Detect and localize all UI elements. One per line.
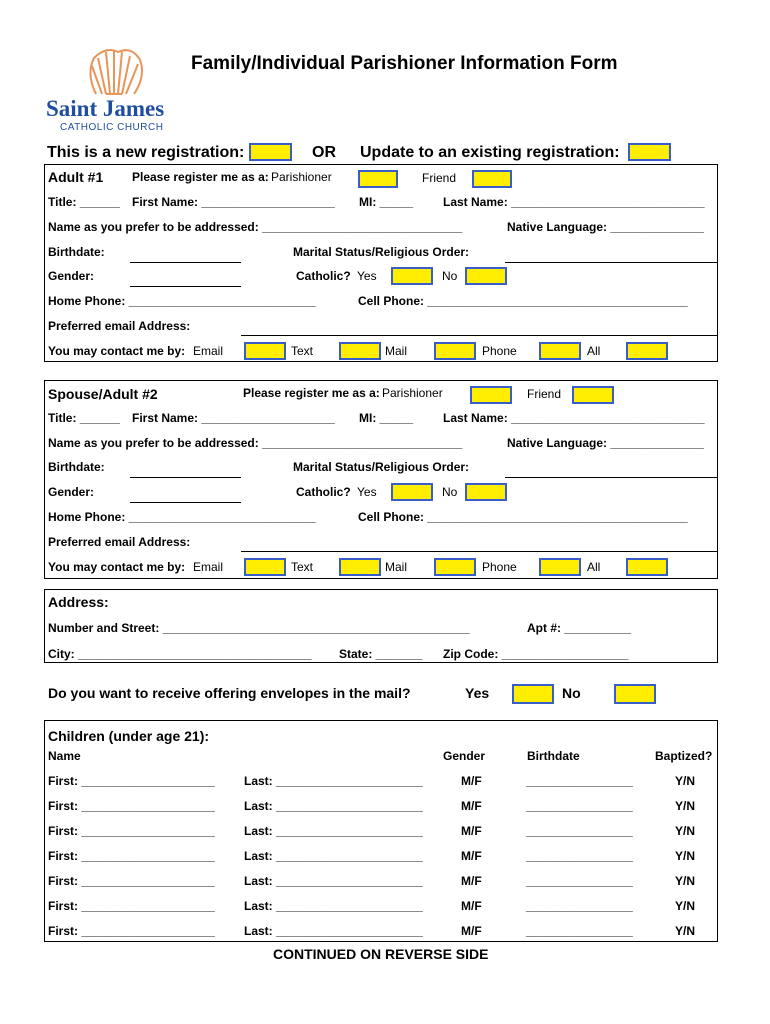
child-first-name-field[interactable]: First: ____________________ xyxy=(48,774,215,788)
child-baptized-value[interactable]: Y/N xyxy=(675,849,696,863)
adult1-parishioner-checkbox[interactable] xyxy=(358,170,398,188)
adult1-contact-email-checkbox[interactable] xyxy=(244,342,286,360)
child-gender-value[interactable]: M/F xyxy=(461,799,482,813)
child-gender-value[interactable]: M/F xyxy=(461,874,482,888)
envelopes-no-label: No xyxy=(562,685,581,701)
address-heading: Address: xyxy=(48,594,109,610)
child-first-name-field[interactable]: First: ____________________ xyxy=(48,874,215,888)
child-birthdate-field[interactable]: ________________ xyxy=(526,874,633,888)
adult2-preferred-name-field[interactable]: Name as you prefer to be addressed: ______________________________ xyxy=(48,436,463,450)
adult1-heading: Adult #1 xyxy=(48,169,104,185)
adult1-contact-text-checkbox[interactable] xyxy=(339,342,381,360)
adult1-gender-line[interactable] xyxy=(130,286,241,287)
child-gender-value[interactable]: M/F xyxy=(461,849,482,863)
children-heading: Children (under age 21): xyxy=(48,728,210,744)
scallop-shell-icon xyxy=(46,44,182,98)
children-col-birthdate: Birthdate xyxy=(527,749,580,763)
adult2-birthdate-line[interactable] xyxy=(130,477,241,478)
child-baptized-value[interactable]: Y/N xyxy=(675,774,696,788)
adult2-birthdate-label: Birthdate: xyxy=(48,460,105,474)
adult1-contact-text-label: Text xyxy=(291,344,314,358)
child-baptized-value[interactable]: Y/N xyxy=(675,924,696,938)
adult2-contact-mail-label: Mail xyxy=(385,560,408,574)
envelopes-question: Do you want to receive offering envelopes in the mail? xyxy=(48,685,411,701)
adult1-cell-phone-field[interactable]: Cell Phone: _______________________________________ xyxy=(358,294,688,308)
new-registration-label: This is a new registration: xyxy=(47,144,245,161)
child-first-name-field[interactable]: First: ____________________ xyxy=(48,824,215,838)
child-birthdate-field[interactable]: ________________ xyxy=(526,774,633,788)
adult1-friend-label: Friend xyxy=(422,171,457,185)
envelopes-yes-label: Yes xyxy=(465,685,490,701)
page-title: Family/Individual Parishioner Information Form xyxy=(191,53,618,74)
apt-field[interactable]: Apt #: __________ xyxy=(527,621,632,635)
child-first-name-field[interactable]: First: ____________________ xyxy=(48,849,215,863)
adult1-title-field[interactable]: Title: ______ xyxy=(48,195,120,209)
child-last-name-field[interactable]: Last: ______________________ xyxy=(244,899,423,913)
adult1-first-name-field[interactable]: First Name: ____________________ xyxy=(132,195,335,209)
child-last-name-field[interactable]: Last: ______________________ xyxy=(244,924,423,938)
adult1-preferred-name-field[interactable]: Name as you prefer to be addressed: ______________________________ xyxy=(48,220,463,234)
adult1-marital-label: Marital Status/Religious Order: xyxy=(293,245,470,259)
adult1-contact-mail-checkbox[interactable] xyxy=(434,342,476,360)
adult1-native-language-field[interactable]: Native Language: ______________ xyxy=(507,220,704,234)
update-registration-label: Update to an existing registration: xyxy=(360,144,620,161)
zip-field[interactable]: Zip Code: ___________________ xyxy=(443,647,629,661)
envelopes-yes-checkbox[interactable] xyxy=(512,684,554,704)
adult2-contact-mail-checkbox[interactable] xyxy=(434,558,476,576)
adult1-mi-field[interactable]: MI: _____ xyxy=(359,195,414,209)
adult1-contact-all-label: All xyxy=(587,344,601,358)
adult2-home-phone-field[interactable]: Home Phone: ____________________________ xyxy=(48,510,316,524)
child-gender-value[interactable]: M/F xyxy=(461,899,482,913)
adult1-catholic-yes-checkbox[interactable] xyxy=(391,267,433,285)
child-birthdate-field[interactable]: ________________ xyxy=(526,924,633,938)
adult1-catholic-no-checkbox[interactable] xyxy=(465,267,507,285)
adult2-contact-label: You may contact me by: xyxy=(48,560,186,574)
children-col-name: Name xyxy=(48,749,81,763)
adult1-catholic-label: Catholic? xyxy=(296,269,351,283)
adult2-contact-email-label: Email xyxy=(193,560,224,574)
child-last-name-field[interactable]: Last: ______________________ xyxy=(244,799,423,813)
child-last-name-field[interactable]: Last: ______________________ xyxy=(244,874,423,888)
adult2-parishioner-checkbox[interactable] xyxy=(470,386,512,404)
adult2-contact-email-checkbox[interactable] xyxy=(244,558,286,576)
adult2-marital-line[interactable] xyxy=(505,477,718,478)
adult2-section xyxy=(44,380,718,579)
adult2-friend-label: Friend xyxy=(527,387,562,401)
adult2-friend-checkbox[interactable] xyxy=(572,386,614,404)
adult2-yes-label: Yes xyxy=(357,485,377,499)
adult1-last-name-field[interactable]: Last Name: _____________________________ xyxy=(443,195,705,209)
adult1-contact-phone-checkbox[interactable] xyxy=(539,342,581,360)
adult1-marital-line[interactable] xyxy=(505,262,718,263)
child-gender-value[interactable]: M/F xyxy=(461,774,482,788)
adult2-parishioner-label: Parishioner xyxy=(382,386,443,400)
adult2-native-language-field[interactable]: Native Language: ______________ xyxy=(507,436,704,450)
children-col-gender: Gender xyxy=(443,749,486,763)
adult2-catholic-no-checkbox[interactable] xyxy=(465,483,507,501)
adult1-contact-mail-label: Mail xyxy=(385,344,408,358)
adult2-title-field[interactable]: Title: ______ xyxy=(48,411,120,425)
adult2-cell-phone-field[interactable]: Cell Phone: _______________________________________ xyxy=(358,510,688,524)
child-baptized-value[interactable]: Y/N xyxy=(675,874,696,888)
adult1-birthdate-line[interactable] xyxy=(130,262,241,263)
adult1-no-label: No xyxy=(442,269,458,283)
adult2-contact-phone-label: Phone xyxy=(482,560,517,574)
adult2-last-name-field[interactable]: Last Name: _____________________________ xyxy=(443,411,705,425)
adult2-heading: Spouse/Adult #2 xyxy=(48,386,158,402)
adult2-mi-field[interactable]: MI: _____ xyxy=(359,411,414,425)
adult1-email-label: Preferred email Address: xyxy=(48,319,191,333)
logo xyxy=(46,44,182,134)
child-first-name-field[interactable]: First: ____________________ xyxy=(48,899,215,913)
adult2-gender-line[interactable] xyxy=(130,502,241,503)
adult1-contact-email-label: Email xyxy=(193,344,224,358)
child-baptized-value[interactable]: Y/N xyxy=(675,799,696,813)
adult1-contact-all-checkbox[interactable] xyxy=(626,342,668,360)
adult1-contact-label: You may contact me by: xyxy=(48,344,186,358)
continued-note: CONTINUED ON REVERSE SIDE xyxy=(273,946,489,962)
logo-subtitle: CATHOLIC CHURCH xyxy=(60,122,164,133)
child-first-name-field[interactable]: First: ____________________ xyxy=(48,924,215,938)
adult1-home-phone-field[interactable]: Home Phone: ____________________________ xyxy=(48,294,316,308)
adult2-email-line[interactable] xyxy=(241,551,718,552)
adult2-marital-label: Marital Status/Religious Order: xyxy=(293,460,470,474)
child-gender-value[interactable]: M/F xyxy=(461,824,482,838)
children-col-baptized: Baptized? xyxy=(655,749,713,763)
logo-name: Saint James xyxy=(46,96,165,121)
adult2-first-name-field[interactable]: First Name: ____________________ xyxy=(132,411,335,425)
street-field[interactable]: Number and Street: ______________________________________________ xyxy=(48,621,470,635)
adult1-contact-phone-label: Phone xyxy=(482,344,517,358)
update-registration-checkbox[interactable] xyxy=(628,143,671,161)
child-last-name-field[interactable]: Last: ______________________ xyxy=(244,824,423,838)
adult1-yes-label: Yes xyxy=(357,269,377,283)
adult2-email-label: Preferred email Address: xyxy=(48,535,191,549)
child-gender-value[interactable]: M/F xyxy=(461,924,482,938)
adult2-gender-label: Gender: xyxy=(48,485,95,499)
adult2-contact-all-checkbox[interactable] xyxy=(626,558,668,576)
state-field[interactable]: State: _______ xyxy=(339,647,423,661)
or-label: OR xyxy=(312,144,336,161)
child-birthdate-field[interactable]: ________________ xyxy=(526,799,633,813)
child-last-name-field[interactable]: Last: ______________________ xyxy=(244,774,423,788)
adult2-catholic-label: Catholic? xyxy=(296,485,351,499)
envelopes-no-checkbox[interactable] xyxy=(614,684,656,704)
child-last-name-field[interactable]: Last: ______________________ xyxy=(244,849,423,863)
adult1-email-line[interactable] xyxy=(241,335,718,336)
adult1-parishioner-label: Parishioner xyxy=(271,170,332,184)
child-birthdate-field[interactable]: ________________ xyxy=(526,899,633,913)
city-field[interactable]: City: ___________________________________ xyxy=(48,647,312,661)
adult2-contact-phone-checkbox[interactable] xyxy=(539,558,581,576)
new-registration-checkbox[interactable] xyxy=(249,143,292,161)
child-birthdate-field[interactable]: ________________ xyxy=(526,824,633,838)
child-baptized-value[interactable]: Y/N xyxy=(675,824,696,838)
adult2-no-label: No xyxy=(442,485,458,499)
adult1-friend-checkbox[interactable] xyxy=(472,170,512,188)
adult1-birthdate-label: Birthdate: xyxy=(48,245,105,259)
adult1-register-as: Please register me as a: xyxy=(132,170,269,184)
adult2-contact-text-checkbox[interactable] xyxy=(339,558,381,576)
child-baptized-value[interactable]: Y/N xyxy=(675,899,696,913)
adult2-register-as: Please register me as a: xyxy=(243,386,380,400)
adult2-catholic-yes-checkbox[interactable] xyxy=(391,483,433,501)
adult2-contact-text-label: Text xyxy=(291,560,314,574)
adult2-contact-all-label: All xyxy=(587,560,601,574)
child-birthdate-field[interactable]: ________________ xyxy=(526,849,633,863)
child-first-name-field[interactable]: First: ____________________ xyxy=(48,799,215,813)
adult1-gender-label: Gender: xyxy=(48,269,95,283)
